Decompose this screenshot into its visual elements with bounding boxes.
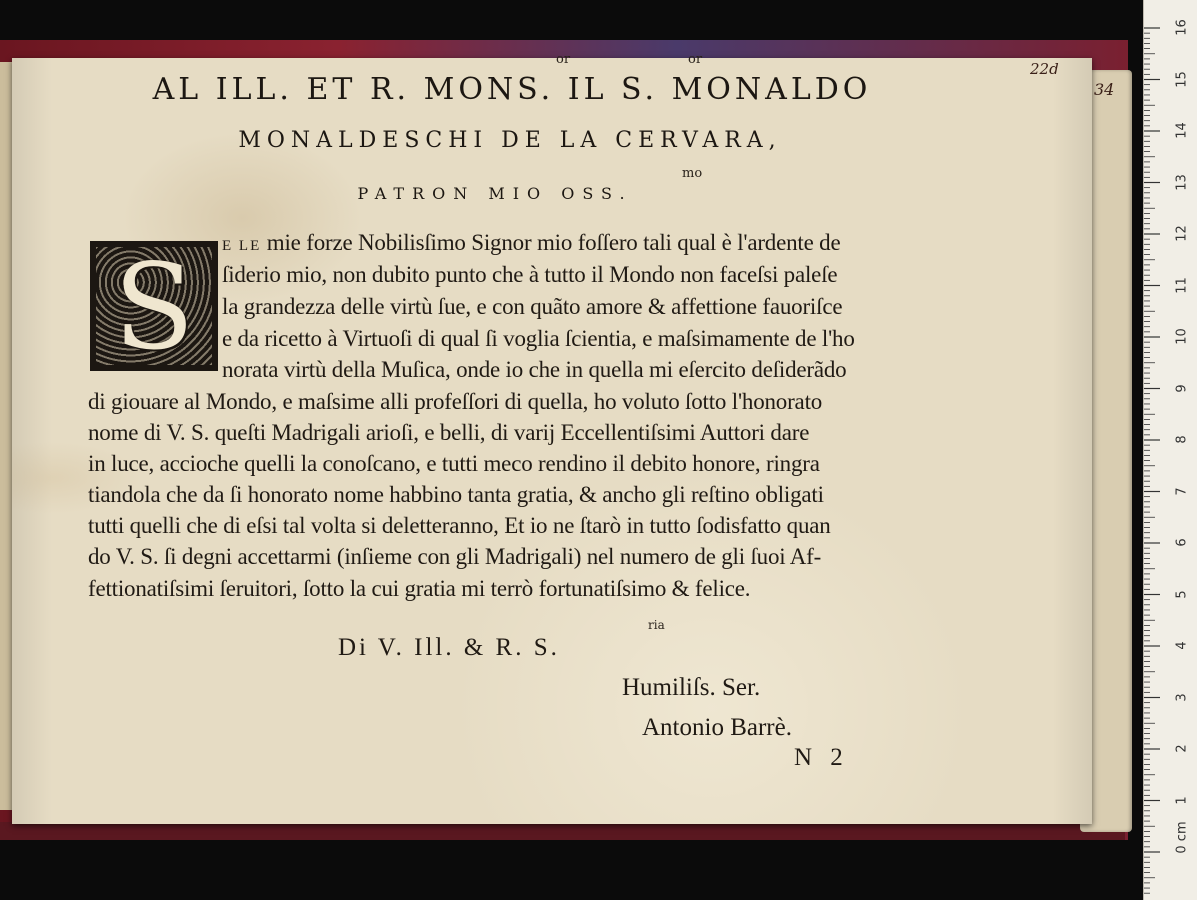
closing-superscript: ria xyxy=(648,618,665,632)
body-line: in luce, accioche quelli la conoſcano, e tutti meco rendino il debito honore, ringra xyxy=(88,451,820,476)
ruler-label: 12 xyxy=(1174,225,1190,242)
ruler-label: 3 xyxy=(1174,692,1190,702)
ruler-label: 13 xyxy=(1174,173,1190,191)
heading-line-3: PATRON MIO OSS. xyxy=(357,184,633,203)
body-line: do V. S. ſi degni accettarmi (inſieme con gli Madrigali) nel numero de gli ſuoi Af- xyxy=(88,544,822,569)
body-line-text: mie forze Nobilisſimo Signor mio foſſero tali qual è l'ardente de xyxy=(261,230,841,255)
closing-signature: Antonio Barrè. xyxy=(642,714,792,741)
body-line: fettionatiſsimi ſeruitori, ſotto la cui gratia mi terrò fortunatiſsimo & felice. xyxy=(88,576,751,601)
ruler-label: 7 xyxy=(1174,486,1190,496)
body-line: e da ricetto à Virtuoſi di qual ſi voglia ſcientia, e maſsimamente de l'ho xyxy=(222,326,855,351)
body-line: di giouare al Mondo, e maſsime alli profeſſori di quella, ho voluto ſotto l'honorato xyxy=(88,389,823,414)
body-line-lead: E LE xyxy=(222,238,262,254)
body-line: ſiderio mio, non dubito punto che à tutto il Mondo non faceſsi paleſe xyxy=(222,262,838,287)
ornamental-initial xyxy=(90,241,218,371)
closing-address: Di V. Ill. & R. S. xyxy=(338,634,560,661)
heading-line-2: MONALDESCHI DE LA CERVARA, xyxy=(238,128,782,153)
initial-letter: S xyxy=(113,241,195,371)
ruler-label: 15 xyxy=(1174,70,1190,88)
signature-mark: N 2 xyxy=(794,744,849,771)
ruler-label: 2 xyxy=(1174,744,1190,753)
ruler-label: 9 xyxy=(1174,383,1190,393)
body-line: tutti quelli che di eſsi tal volta si deletteranno, Et io ne ſtarò in tutto ſodisfatto quan xyxy=(88,513,831,538)
body-line xyxy=(222,230,840,256)
closing-humility: Humiliſs. Ser. xyxy=(622,674,761,701)
heading-superscript-b: or xyxy=(688,52,703,67)
ruler-label: 8 xyxy=(1174,435,1190,444)
body-line: la grandezza delle virtù ſue, e con quãto amore & affettione fauoriſce xyxy=(222,294,843,319)
ruler-label: 5 xyxy=(1174,589,1190,599)
ruler-label: 6 xyxy=(1174,538,1190,547)
ruler-label: 4 xyxy=(1174,641,1190,650)
heading-line-1: AL ILL. ET R. MONS. IL S. MONALDO xyxy=(152,72,872,107)
ruler-label: 11 xyxy=(1174,276,1190,294)
ruler-label: 14 xyxy=(1174,122,1190,139)
ruler-label: 0 cm xyxy=(1174,821,1190,854)
ruler-label: 16 xyxy=(1174,19,1190,36)
body-line: tiandola che da ſi honorato nome habbino tanta gratia, & ancho gli reſtino obligati xyxy=(88,482,824,507)
measurement-ruler xyxy=(1143,0,1197,900)
heading-superscript-mo: mo xyxy=(682,166,703,181)
ms-number-note: 22d xyxy=(1030,60,1059,78)
heading-superscript-a: or xyxy=(556,52,571,67)
book-cover-edge xyxy=(0,822,1125,840)
folio-number-note: 34 xyxy=(1094,80,1115,99)
body-line: nome di V. S. queſti Madrigali arioſi, e belli, di varij Eccellentiſsimi Auttori dare xyxy=(88,420,810,445)
ruler-label: 10 xyxy=(1174,328,1190,345)
body-line: norata virtù della Muſica, onde io che in quella mi eſercito deſiderãdo xyxy=(222,357,847,382)
ruler-label: 1 xyxy=(1174,795,1190,805)
